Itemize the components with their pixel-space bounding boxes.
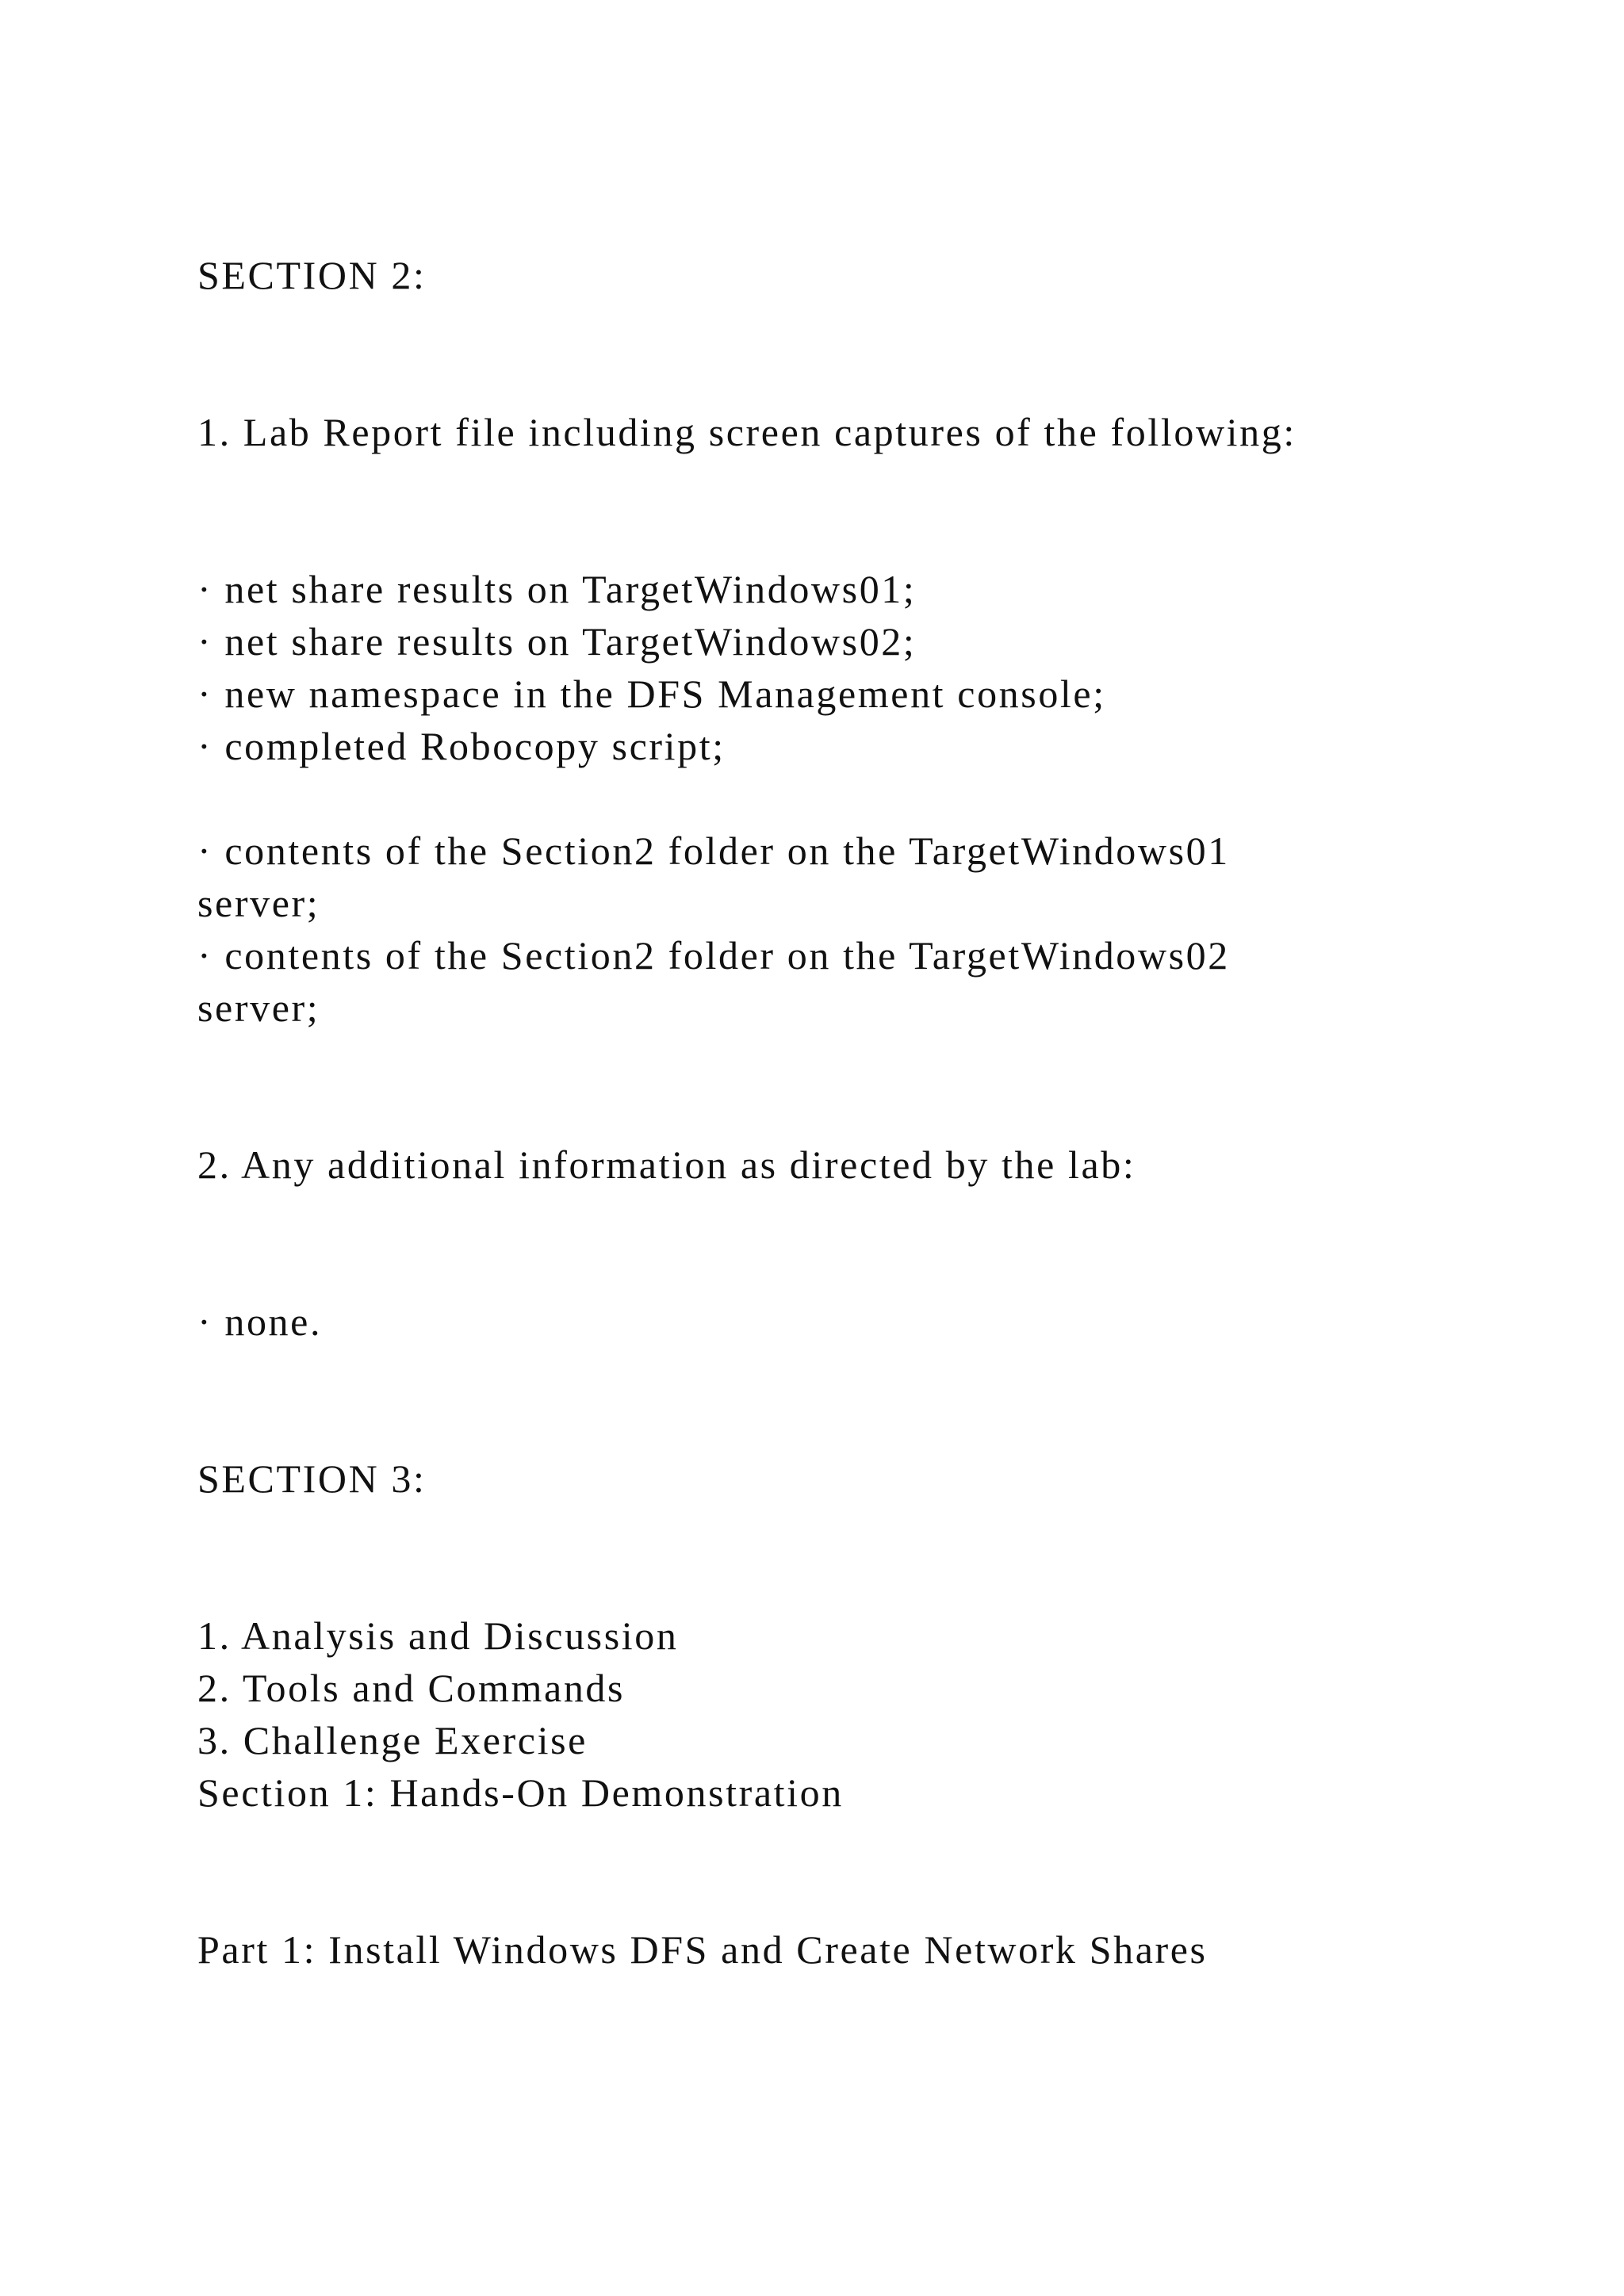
section-3-item-2: 2. Tools and Commands — [197, 1666, 626, 1710]
bullet-section2-folder-01-cont: server; — [197, 881, 320, 925]
bullet-net-share-02: · net share results on TargetWindows02; — [197, 619, 917, 664]
bullet-section2-folder-02: · contents of the Section2 folder on the TargetWindows02 — [197, 933, 1230, 978]
bullet-robocopy-script: · completed Robocopy script; — [197, 724, 726, 768]
part-1-heading: Part 1: Install Windows DFS and Create Network Shares — [197, 1927, 1208, 1972]
section-2-heading: SECTION 2: — [197, 253, 427, 297]
section-2-item-2: 2. Any additional information as directed by the lab: — [197, 1142, 1136, 1187]
bullet-section2-folder-01: · contents of the Section2 folder on the TargetWindows01 — [197, 828, 1230, 873]
section-3-item-1: 1. Analysis and Discussion — [197, 1613, 679, 1658]
bullet-none: · none. — [197, 1299, 323, 1344]
section-2-item-1: 1. Lab Report file including screen captures of the following: — [197, 410, 1297, 454]
bullet-net-share-01: · net share results on TargetWindows01; — [197, 567, 917, 611]
bullet-section2-folder-02-cont: server; — [197, 985, 320, 1030]
bullet-dfs-namespace: · new namespace in the DFS Management console; — [197, 672, 1106, 716]
section-3-heading: SECTION 3: — [197, 1456, 427, 1501]
section-1-heading: Section 1: Hands-On Demonstration — [197, 1770, 844, 1815]
section-3-item-3: 3. Challenge Exercise — [197, 1718, 588, 1762]
